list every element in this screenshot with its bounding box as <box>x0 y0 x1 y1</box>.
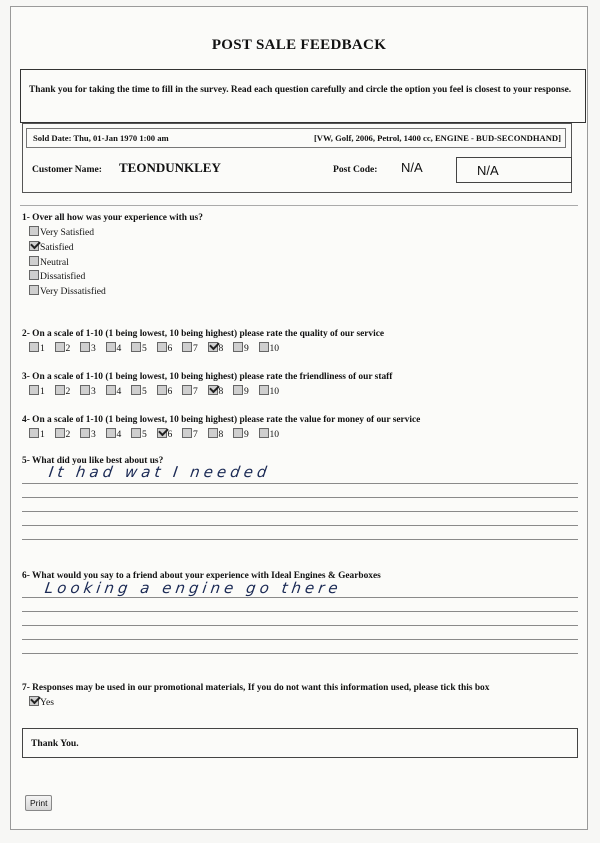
q1-option[interactable] <box>29 256 106 271</box>
checkbox-icon[interactable] <box>29 270 39 280</box>
answer-line <box>22 511 578 512</box>
q4-rating-label: 8 <box>218 429 224 440</box>
q2-rating-label: 8 <box>218 343 224 354</box>
q6-handwritten-answer: Looking a engine go there <box>43 579 343 597</box>
q7-option[interactable] <box>29 696 54 711</box>
checkbox-icon[interactable] <box>259 342 269 352</box>
customer-name-value: TEONDUNKLEY <box>119 160 221 175</box>
q2-rating-option[interactable] <box>80 342 106 354</box>
q3-rating-label: 9 <box>244 386 249 397</box>
q2-scale <box>29 342 284 354</box>
checkbox-icon[interactable] <box>157 428 167 438</box>
vehicle-details: [VW, Golf, 2006, Petrol, 1400 cc, ENGINE - BUD-SECONDHAND] <box>313 133 561 143</box>
q2-rating-label: 4 <box>116 343 122 354</box>
checkbox-icon[interactable] <box>29 226 39 236</box>
print-button[interactable]: Print <box>25 795 52 811</box>
checkbox-icon[interactable] <box>259 428 269 438</box>
q3-rating-label: 1 <box>40 386 45 397</box>
q4-rating-label: 2 <box>65 429 71 440</box>
q1-option[interactable] <box>29 285 106 300</box>
checkbox-icon[interactable] <box>131 342 141 352</box>
q2-rating-option[interactable] <box>55 342 81 354</box>
checkbox-icon[interactable] <box>29 385 39 395</box>
q3-rating-option[interactable] <box>233 385 259 397</box>
checkbox-icon[interactable] <box>182 385 192 395</box>
q2-rating-label: 1 <box>40 343 45 354</box>
q3-rating-option[interactable] <box>259 385 285 397</box>
checkbox-icon[interactable] <box>233 428 243 438</box>
answer-line <box>22 639 578 640</box>
q3-rating-label: 8 <box>218 386 224 397</box>
q4-rating-option[interactable] <box>106 428 132 440</box>
checkbox-icon[interactable] <box>233 385 243 395</box>
q4-rating-option[interactable] <box>131 428 157 440</box>
q1-option[interactable] <box>29 270 106 285</box>
q3-rating-label: 7 <box>193 386 198 397</box>
q2-rating-option[interactable] <box>208 342 234 354</box>
customer-info-box <box>22 123 572 193</box>
q3-rating-option[interactable] <box>80 385 106 397</box>
q2-rating-option[interactable] <box>233 342 259 354</box>
question-3: 3- On a scale of 1-10 (1 being lowest, 10 being highest) please rate the friendliness of our staff <box>22 372 393 382</box>
q4-rating-label: 10 <box>269 429 280 440</box>
q7-option-label: Yes <box>40 697 54 708</box>
q2-rating-label: 7 <box>193 343 198 354</box>
q3-rating-option[interactable] <box>182 385 208 397</box>
answer-line <box>22 653 578 654</box>
q1-option-label: Very Satisfied <box>40 227 95 238</box>
q4-scale <box>29 428 284 440</box>
q3-rating-option[interactable] <box>29 385 55 397</box>
q4-rating-label: 4 <box>116 429 122 440</box>
checkbox-icon[interactable] <box>157 342 167 352</box>
q2-rating-label: 10 <box>269 343 280 354</box>
checkbox-icon[interactable] <box>55 428 65 438</box>
answer-line <box>22 483 578 484</box>
q3-rating-label: 10 <box>269 386 280 397</box>
q4-rating-option[interactable] <box>29 428 55 440</box>
checkbox-icon[interactable] <box>55 385 65 395</box>
q4-rating-option[interactable] <box>208 428 234 440</box>
checkbox-icon[interactable] <box>131 428 141 438</box>
q1-option-label: Very Dissatisfied <box>40 286 106 298</box>
q4-rating-option[interactable] <box>55 428 81 440</box>
answer-line <box>22 497 578 498</box>
section-divider <box>20 205 578 206</box>
q1-option-label: Neutral <box>40 256 69 268</box>
checkbox-icon[interactable] <box>233 342 243 352</box>
intro-text: Thank you for taking the time to fill in the survey. Read each question carefully and circle the option you feel is closest to your response. <box>20 69 586 123</box>
question-5: 5- What did you like best about us? <box>22 456 164 466</box>
checkbox-icon[interactable] <box>29 342 39 352</box>
feedback-form-page <box>10 6 588 830</box>
checkbox-icon[interactable] <box>29 428 39 438</box>
q3-scale <box>29 385 284 397</box>
checkbox-icon[interactable] <box>106 385 116 395</box>
answer-line <box>22 539 578 540</box>
q3-rating-label: 4 <box>116 386 122 397</box>
q4-rating-label: 6 <box>167 429 173 440</box>
q3-rating-option[interactable] <box>106 385 132 397</box>
sale-details-row <box>26 128 566 148</box>
question-6: 6- What would you say to a friend about your experience with Ideal Engines & Gearboxes <box>22 571 381 581</box>
checkbox-icon[interactable] <box>80 428 90 438</box>
q7-options <box>29 696 54 711</box>
q2-rating-label: 9 <box>244 343 249 354</box>
checkbox-icon[interactable] <box>80 385 90 395</box>
q2-rating-option[interactable] <box>131 342 157 354</box>
q2-rating-label: 2 <box>65 343 71 354</box>
checkbox-icon[interactable] <box>208 342 218 352</box>
q3-rating-option[interactable] <box>131 385 157 397</box>
q2-rating-option[interactable] <box>106 342 132 354</box>
q5-answer-lines[interactable] <box>22 483 578 540</box>
q4-rating-option[interactable] <box>182 428 208 440</box>
q2-rating-option[interactable] <box>157 342 183 354</box>
q3-rating-option[interactable] <box>55 385 81 397</box>
checkbox-icon[interactable] <box>259 385 269 395</box>
form-title: POST SALE FEEDBACK <box>211 37 387 53</box>
q1-option-label: Dissatisfied <box>40 271 86 283</box>
q1-option-label: Satisfied <box>40 241 74 253</box>
answer-line <box>22 611 578 612</box>
checkbox-icon[interactable] <box>55 342 65 352</box>
q2-rating-label: 5 <box>142 343 147 354</box>
question-4: 4- On a scale of 1-10 (1 being lowest, 10 being highest) please rate the value for money of our service <box>22 415 421 425</box>
checkbox-icon[interactable] <box>106 428 116 438</box>
checkbox-icon[interactable] <box>208 385 218 395</box>
thank-you-box: Thank You. <box>22 728 578 758</box>
checkbox-icon[interactable] <box>29 256 39 266</box>
checkbox-icon[interactable] <box>106 342 116 352</box>
q4-rating-option[interactable] <box>80 428 106 440</box>
q2-rating-option[interactable] <box>29 342 55 354</box>
q1-option[interactable] <box>29 241 106 256</box>
q1-options <box>29 226 106 300</box>
checkbox-icon[interactable] <box>182 428 192 438</box>
checkbox-icon[interactable] <box>29 696 39 706</box>
q5-handwritten-answer: It had wat I needed <box>47 463 272 481</box>
q4-rating-label: 3 <box>91 429 96 440</box>
answer-line <box>22 625 578 626</box>
postcode-value: N/A <box>401 160 423 175</box>
checkbox-icon[interactable] <box>29 241 39 251</box>
postcode-box: N/A <box>456 157 572 183</box>
q2-rating-option[interactable] <box>182 342 208 354</box>
checkbox-icon[interactable] <box>157 385 167 395</box>
q3-rating-label: 3 <box>91 386 96 397</box>
checkbox-icon[interactable] <box>29 285 39 295</box>
q2-rating-label: 6 <box>167 343 173 354</box>
q2-rating-option[interactable] <box>259 342 285 354</box>
q4-rating-option[interactable] <box>259 428 285 440</box>
customer-name-label: Customer Name: <box>32 164 102 175</box>
question-1: 1- Over all how was your experience with us? <box>22 213 203 223</box>
q4-rating-label: 1 <box>40 429 45 440</box>
checkbox-icon[interactable] <box>182 342 192 352</box>
postcode-label: Post Code: <box>333 164 378 175</box>
q4-rating-option[interactable] <box>233 428 259 440</box>
q4-rating-label: 9 <box>244 429 249 440</box>
q4-rating-label: 5 <box>142 429 147 440</box>
sold-date: Sold Date: Thu, 01-Jan 1970 1:00 am <box>33 133 169 143</box>
q1-option[interactable] <box>29 226 106 241</box>
checkbox-icon[interactable] <box>80 342 90 352</box>
q4-rating-label: 7 <box>193 429 198 440</box>
q3-rating-label: 5 <box>142 386 147 397</box>
answer-line <box>22 597 578 598</box>
q4-rating-option[interactable] <box>157 428 183 440</box>
checkbox-icon[interactable] <box>131 385 141 395</box>
question-2: 2- On a scale of 1-10 (1 being lowest, 10 being highest) please rate the quality of our service <box>22 329 385 339</box>
q3-rating-label: 2 <box>65 386 71 397</box>
answer-line <box>22 525 578 526</box>
q2-rating-label: 3 <box>91 343 96 354</box>
question-7: 7- Responses may be used in our promotional materials, If you do not want this information used, please tick this box <box>22 683 490 693</box>
q3-rating-option[interactable] <box>157 385 183 397</box>
q3-rating-option[interactable] <box>208 385 234 397</box>
q6-answer-lines[interactable] <box>22 597 578 654</box>
q3-rating-label: 6 <box>167 386 173 397</box>
checkbox-icon[interactable] <box>208 428 218 438</box>
